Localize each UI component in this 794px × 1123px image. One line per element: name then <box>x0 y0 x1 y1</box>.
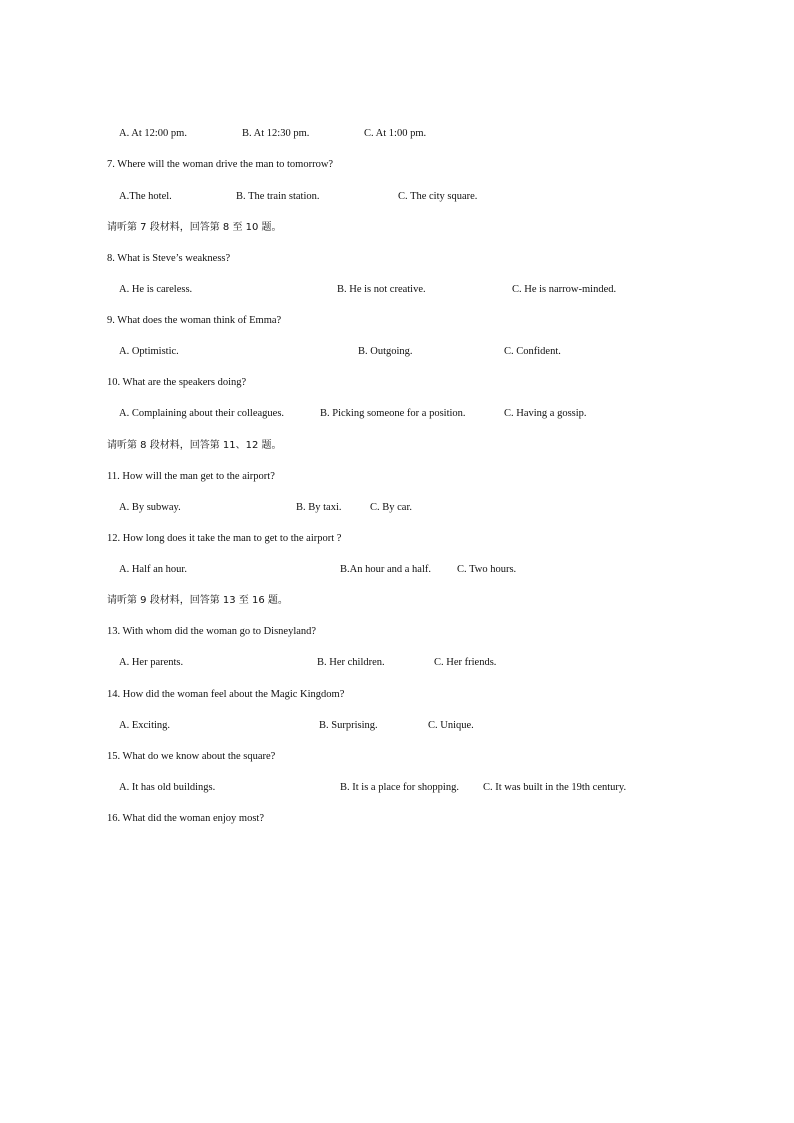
option-a: A. At 12:00 pm. <box>119 128 187 139</box>
option-c: C. By car. <box>370 502 412 513</box>
question-10: 10. What are the speakers doing? <box>107 377 247 388</box>
option-b: B. Outgoing. <box>358 346 413 357</box>
option-a: A. Complaining about their colleagues. <box>119 408 285 419</box>
option-c: C. Her friends. <box>434 657 497 668</box>
question-16: 16. What did the woman enjoy most? <box>107 813 264 824</box>
option-a: A. Her parents. <box>119 657 184 668</box>
option-a: A. Exciting. <box>119 720 171 731</box>
question-11: 11. How will the man get to the airport? <box>107 471 275 482</box>
option-c: C. He is narrow-minded. <box>512 284 617 295</box>
section-instruction: 请听第 7 段材料，回答第 8 至 10 题。 <box>107 222 282 233</box>
option-b: B. It is a place for shopping. <box>340 782 459 793</box>
option-a: A. Optimistic. <box>119 346 179 357</box>
section-instruction: 请听第 9 段材料，回答第 13 至 16 题。 <box>107 595 288 606</box>
option-b: B.An hour and a half. <box>340 564 431 575</box>
option-b: B. By taxi. <box>296 502 342 513</box>
option-c: C. At 1:00 pm. <box>364 128 427 139</box>
option-b: B. Her children. <box>317 657 385 668</box>
option-a: A. It has old buildings. <box>119 782 216 793</box>
option-a: A. By subway. <box>119 502 181 513</box>
question-9: 9. What does the woman think of Emma? <box>107 315 282 326</box>
question-14: 14. How did the woman feel about the Magic Kingdom? <box>107 689 345 700</box>
option-c: C. It was built in the 19th century. <box>483 782 627 793</box>
option-b: B. Surprising. <box>319 720 378 731</box>
option-a: A. Half an hour. <box>119 564 187 575</box>
option-b: B. Picking someone for a position. <box>320 408 466 419</box>
option-c: C. Having a gossip. <box>504 408 587 419</box>
option-c: C. Two hours. <box>457 564 517 575</box>
option-c: C. Unique. <box>428 720 474 731</box>
option-b: B. He is not creative. <box>337 284 426 295</box>
option-c: C. The city square. <box>398 191 478 202</box>
section-instruction: 请听第 8 段材料，回答第 11、12 题。 <box>107 440 282 451</box>
option-a: A. He is careless. <box>119 284 193 295</box>
option-b: B. At 12:30 pm. <box>242 128 310 139</box>
question-8: 8. What is Steve’s weakness? <box>107 253 231 264</box>
option-a: A.The hotel. <box>119 191 172 202</box>
option-c: C. Confident. <box>504 346 561 357</box>
question-15: 15. What do we know about the square? <box>107 751 276 762</box>
question-12: 12. How long does it take the man to get to the airport ? <box>107 533 342 544</box>
question-13: 13. With whom did the woman go to Disneyland? <box>107 626 317 637</box>
question-7: 7. Where will the woman drive the man to tomorrow? <box>107 159 334 170</box>
option-b: B. The train station. <box>236 191 320 202</box>
